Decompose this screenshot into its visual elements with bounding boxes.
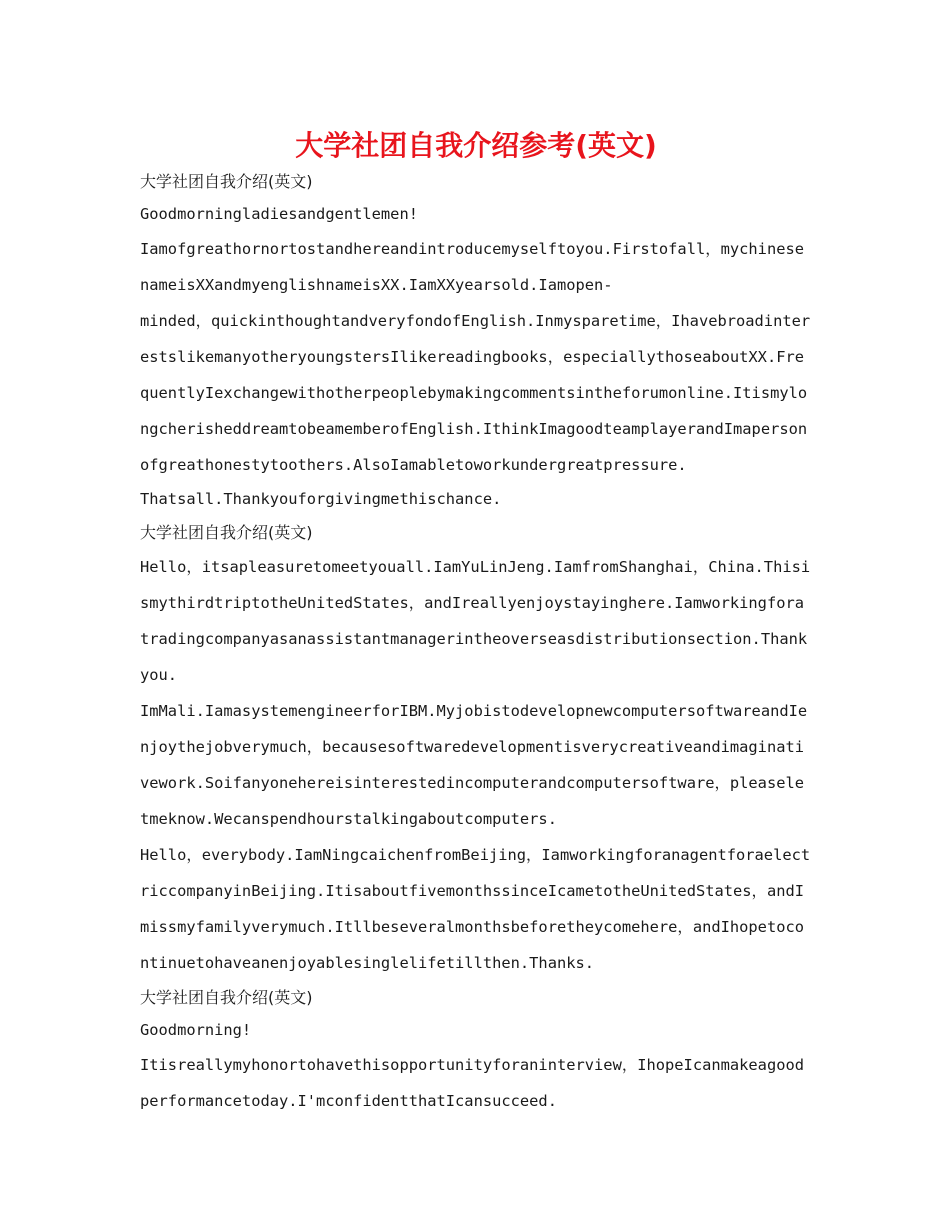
section-heading: 大学社团自我介绍(英文) [140, 172, 313, 191]
paragraph: Hello，everybody.IamNingcaichenfromBeijing，IamworkingforanagentforaelectriccompanyinBeijing.ItisaboutfivemonthssinceIcametotheUnitedStates，andImissmyfamilyverymuch.Itllbeseveralmonthsbeforetheycomehere，andIhopetocontinuetohaveanenjoyablesinglelifetillthen.Thanks. [140, 846, 811, 972]
paragraph: Itisreallymyhonortohavethisopportunityforaninterview，IhopeIcanmakeagoodperformancetoday.I'mconfidentthatIcansucceed. [140, 1056, 805, 1110]
paragraph: Thatsall.Thankyouforgivingmethischance. [140, 490, 502, 508]
section-3 [140, 981, 812, 1119]
paragraph: ImMali.IamasystemengineerforIBM.MyjobistodevelopnewcomputersoftwareandIenjoythejobverymuch，becausesoftwaredevelopmentisverycreativeandimaginativework.Soifanyonehereisinterestedincomputerandcomputersoftware，pleaseletmeknow.Wecanspendhourstalkingaboutcomputers. [140, 702, 808, 828]
document-title: 大学社团自我介绍参考(英文) [295, 129, 657, 162]
paragraph: Goodmorningladiesandgentlemen! [140, 205, 418, 223]
paragraph: Iamofgreathornortostandhereandintroducemyselftoyou.Firstofall，mychinesenameisXXandmyenglishnameisXX.IamXXyearsold.Iamopen- [140, 240, 805, 294]
document-body [140, 165, 812, 1119]
section-1 [140, 165, 812, 516]
paragraph: Hello，itsapleasuretomeetyouall.IamYuLinJeng.IamfromShanghai，China.ThisismythirdtriptotheUnitedStates，andIreallyenjoystayinghere.Iamworkingforatradingcompanyasanassistantmanagerintheoverseasdistributionsection.Thankyou. [140, 558, 811, 684]
section-heading: 大学社团自我介绍(英文) [140, 523, 313, 542]
paragraph: minded，quickinthoughtandveryfondofEnglish.Inmysparetime，IhavebroadinterestslikemanyotheryoungstersIlikereadingbooks，especiallythoseaboutXX.FrequentlyIexchangewithotherpeoplebymakingcommentsintheforumonline.ItismylongcherisheddreamtobeamemberofEnglish.IthinkImagoodteamplayerandImapersonofgreathonestytoothers.AlsoIamabletoworkundergreatpressure. [140, 312, 811, 474]
section-heading: 大学社团自我介绍(英文) [140, 988, 313, 1007]
paragraph: Goodmorning! [140, 1021, 252, 1039]
section-2 [140, 516, 812, 981]
